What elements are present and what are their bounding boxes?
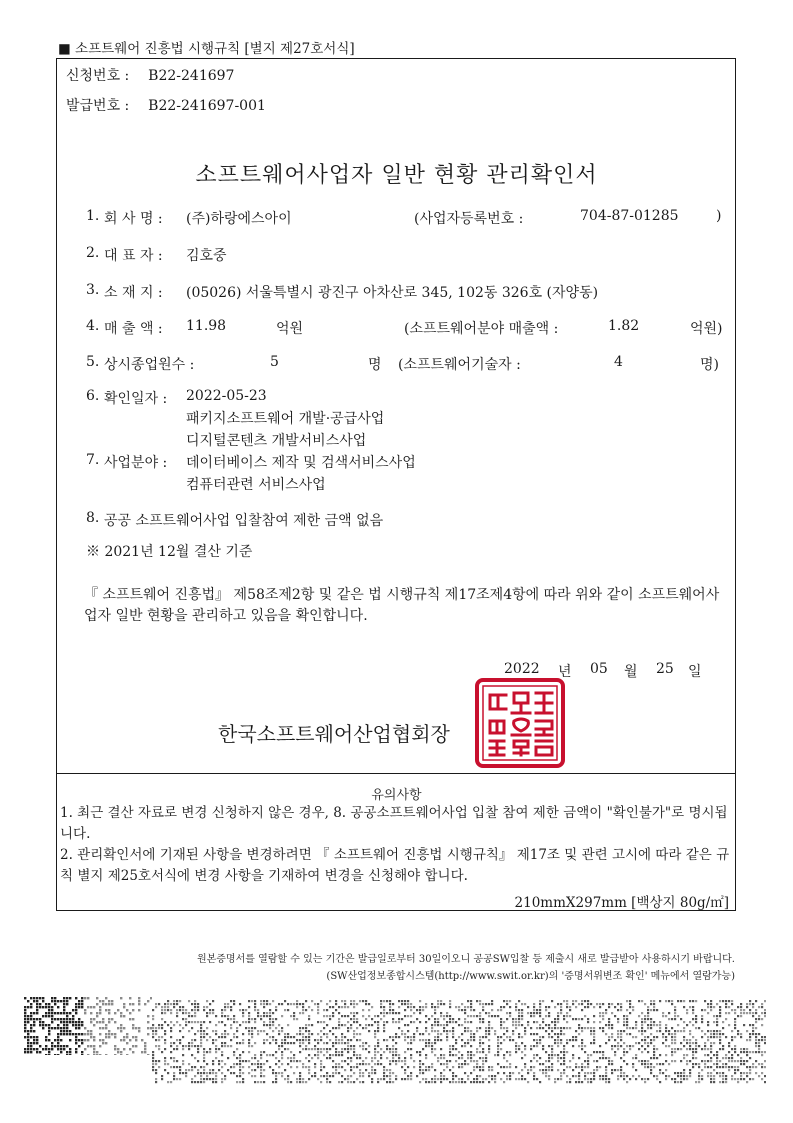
sales-value: 11.98 <box>186 318 227 334</box>
employees-label: 상시종업원수 : <box>104 357 195 373</box>
company-name: (주)하랑에스아이 <box>186 211 292 227</box>
notice-item-1: 1. 최근 결산 자료로 변경 신청하지 않은 경우, 8. 공공소프트웨어사업 입찰 참여 제한 금액이 "확인불가"로 명시됩니다. <box>60 805 728 842</box>
item-number-5: 5. <box>86 354 100 370</box>
application-number-label: 신청번호 : <box>66 68 130 84</box>
sw-engineers-label: (소프트웨어기술자 : <box>398 357 521 373</box>
registration-number: 704-87-01285 <box>580 208 679 224</box>
confirm-date-value: 2022-05-23 <box>186 388 267 404</box>
notice-divider <box>56 773 736 774</box>
item-number-6: 6. <box>86 388 100 404</box>
issue-number-value: B22-241697-001 <box>148 98 266 114</box>
signer-name: 한국소프트웨어산업협회장 <box>218 722 450 746</box>
business-field-4: 컴퓨터관련 서비스사업 <box>186 477 326 493</box>
employees-unit: 명 <box>368 357 382 373</box>
notice-item-2: 2. 관리확인서에 기재된 사항을 변경하려면 『 소프트웨어 진흥법 시행규칙』 제17조 및 관련 고시에 따라 같은 규칙 별지 제25호서식에 변경 사항을 기재하여 변경을 신청해야 합니다. <box>60 847 730 884</box>
date-month-unit: 월 <box>624 664 638 680</box>
item-number-3: 3. <box>86 282 100 298</box>
sw-engineers-value: 4 <box>614 354 623 370</box>
sales-unit: 억원 <box>276 321 304 337</box>
business-field-3: 데이터베이스 제작 및 검색서비스사업 <box>186 455 416 471</box>
two-dimensional-barcode <box>152 1000 766 1084</box>
verification-code-image <box>24 997 152 1055</box>
ceo-name: 김호중 <box>186 248 227 264</box>
sw-sales-value: 1.82 <box>608 318 640 334</box>
date-day: 25 <box>656 661 674 677</box>
item-number-1: 1. <box>86 208 100 224</box>
footer-validity-note: 원본증명서를 열람할 수 있는 기간은 발급일로부터 30일이오니 공공SW입찰 등 제출시 새로 발급받아 사용하시기 바랍니다. <box>196 954 735 965</box>
application-number-value: B22-241697 <box>148 68 235 84</box>
form-caption: ■ 소프트웨어 진흥법 시행규칙 [별지 제27호서식] <box>58 41 355 57</box>
confirm-date-label: 확인일자 : <box>104 391 168 407</box>
business-field-2: 디지털콘텐츠 개발서비스사업 <box>186 433 367 449</box>
item-number-2: 2. <box>86 245 100 261</box>
item-number-7: 7. <box>86 452 100 468</box>
employees-value: 5 <box>270 354 279 370</box>
item-number-8: 8. <box>86 510 100 526</box>
issue-number-label: 발급번호 : <box>66 98 130 114</box>
item-number-4: 4. <box>86 318 100 334</box>
business-field-1: 패키지소프트웨어 개발·공급사업 <box>186 411 385 427</box>
issue-number <box>66 95 266 115</box>
date-day-unit: 일 <box>688 664 702 680</box>
sw-sales-label: (소프트웨어분야 매출액 : <box>404 321 559 337</box>
document-title: 소프트웨어사업자 일반 현황 관리확인서 <box>195 163 598 188</box>
address-value: (05026) 서울특별시 광진구 아차산로 345, 102동 326호 (자양동) <box>186 285 599 301</box>
date-month: 05 <box>590 661 608 677</box>
application-number <box>66 65 234 85</box>
sw-sales-unit: 억원) <box>690 321 723 337</box>
official-seal <box>474 677 566 769</box>
date-year: 2022 <box>504 661 540 677</box>
notice-title: 유의사항 <box>371 788 422 803</box>
registration-close: ) <box>716 208 722 224</box>
paper-size: 210mmX297mm [백상지 80g/㎡] <box>514 895 729 911</box>
sales-label: 매 출 액 : <box>104 321 163 337</box>
public-bid-text: 공공 소프트웨어사업 입찰참여 제한 금액 없음 <box>104 513 384 529</box>
business-label: 사업분야 : <box>104 455 168 471</box>
footer-verification-note: (SW산업정보종합시스템(http://www.swit.or.kr)의 '증명서위변조 확인' 메뉴에서 열람가능) <box>326 971 735 982</box>
registration-label: (사업자등록번호 : <box>414 211 524 227</box>
company-label: 회 사 명 : <box>104 211 163 227</box>
confirmation-paragraph: 『 소프트웨어 진흥법』 제58조제2항 및 같은 법 시행규칙 제17조제4항에 따라 위와 같이 소프트웨어사업자 일반 현황을 관리하고 있음을 확인합니다. <box>84 587 720 624</box>
date-year-unit: 년 <box>558 664 572 680</box>
settlement-note: ※ 2021년 12월 결산 기준 <box>86 544 253 560</box>
sw-engineers-unit: 명) <box>700 357 719 373</box>
ceo-label: 대 표 자 : <box>104 248 163 264</box>
address-label: 소 재 지 : <box>104 285 163 301</box>
